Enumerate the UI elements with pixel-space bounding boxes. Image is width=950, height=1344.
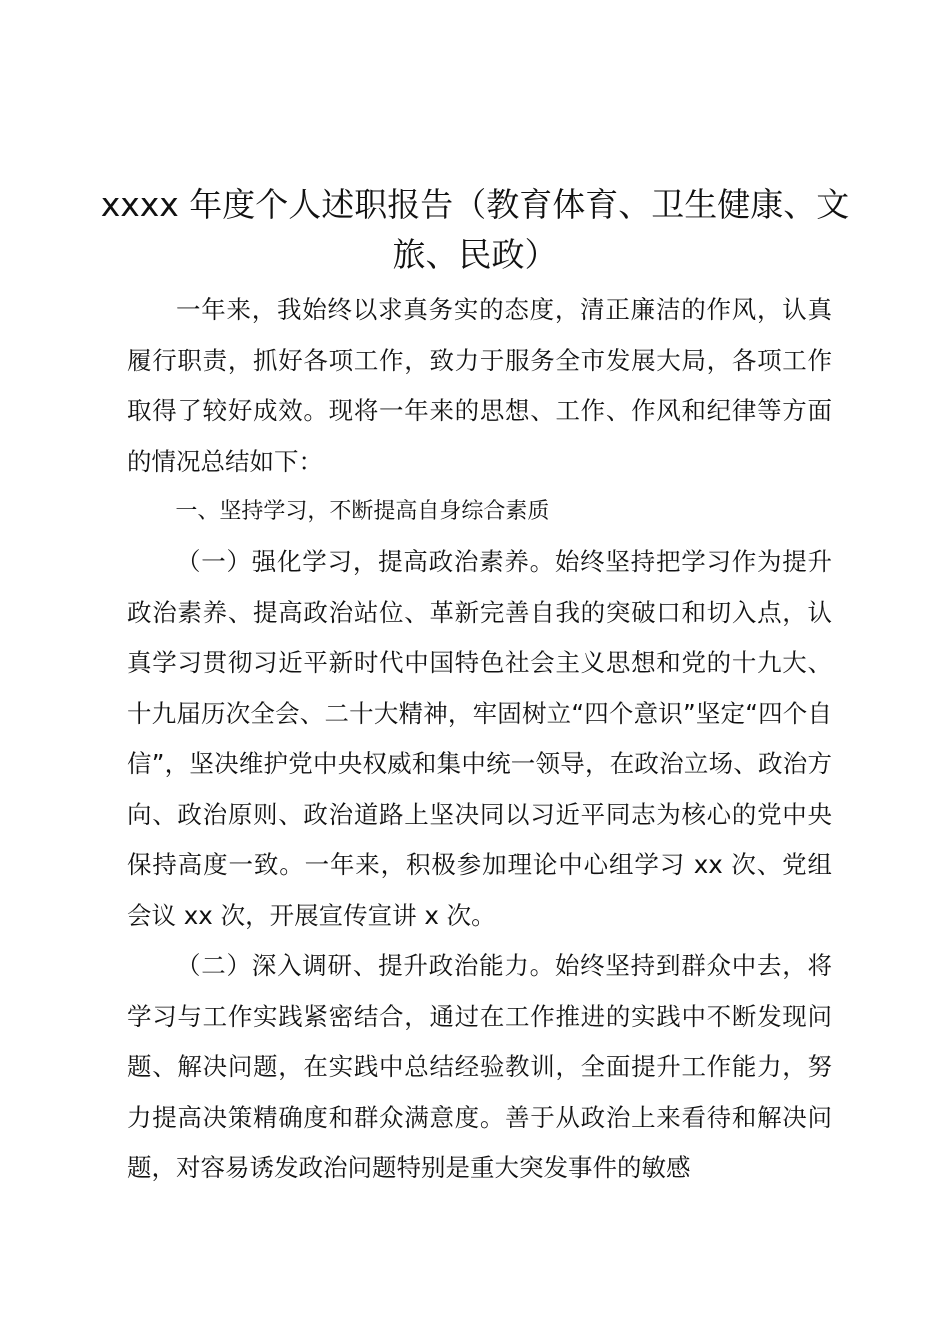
document-title: xxxx 年度个人述职报告（教育体育、卫生健康、文旅、民政） (100, 185, 850, 274)
body-paragraph: （一）强化学习，提高政治素养。始终坚持把学习作为提升政治素养、提高政治站位、革新完善自我的突破口和切入点，认真学习贯彻习近平新时代中国特色社会主义思想和党的十九大、十九届历次全会、二十大精神，牢固树立“四个意识”坚定“四个自信”，坚决维护党中央权威和集中统一领导，在政治立场、政治方向、政治原则、政治道路上坚决同以习近平同志为核心的党中央保持高度一致。一年来，积极参加理论中心组学习 xx 次、党组会议 xx 次，开展宣传宣讲 x 次。 (127, 547, 832, 930)
intro-paragraph: 一年来，我始终以求真务实的态度，清正廉洁的作风，认真履行职责，抓好各项工作，致力于服务全市发展大局，各项工作取得了较好成效。现将一年来的思想、工作、作风和纪律等方面的情况总结如下： (127, 295, 832, 476)
document-body (127, 285, 832, 1194)
body-paragraph: （二）深入调研、提升政治能力。始终坚持到群众中去，将学习与工作实践紧密结合，通过在工作推进的实践中不断发现问题、解决问题，在实践中总结经验教训，全面提升工作能力，努力提高决策精确度和群众满意度。善于从政治上来看待和解决问题，对容易诱发政治问题特别是重大突发事件的敏感 (127, 951, 832, 1182)
section-heading: 一、坚持学习，不断提高自身综合素质 (175, 499, 550, 524)
